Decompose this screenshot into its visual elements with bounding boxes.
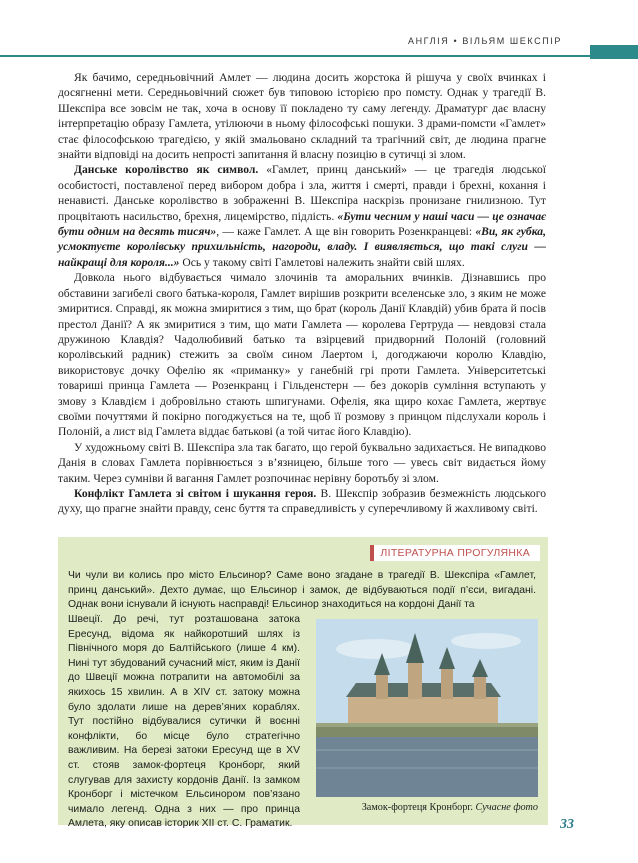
section-heading-conflict: Конфлікт Гамлета зі світом і шукання героя.: [74, 486, 317, 500]
paragraph-1: Як бачимо, середньовічний Амлет — людина досить жорстока й рішуча у своїх вчинках і досягненні мети. Середньовічний сюжет був типовою історією про помсту. Однак у трагедії В. Шекспіра все зовсім не так, хоча в основу її покладено ту саму легенду. Драматург дає власну інтерпретацію образу Гамлета, утілюючи в ньому філософські пошуки. З драми-помсти «Гамлет» стає філософською трагедією, у якій змальовано складний та трагічний світ, де людина прагне знайти відповіді на досить непрості запитання й власну позицію в сутичці зі злом.: [58, 71, 546, 162]
main-text: [58, 70, 546, 517]
header-rule: [0, 55, 590, 57]
panel-continued-text: Швеції. До речі, тут розташована затока Ересунд, відома як найкоротший шлях із Північного моря до Балтійського (лише 4 км). Нині тут збудований сучасний міст, яким із Данії до Швеції можна потрапити на автомобілі за якихось 15 хвилин. А в XIV ст. затоку можна було здолати лише на дерев’яних кораблях. Тут постійно відбувалися сутички й воєнні конфлікти, бо місце було стратегічно важливим. На березі затоки Ересунд ще в XV ст. стояв замок-фортеця Кронборг, який слугував для захисту кордонів Данії. Із замком Кронборг і містечком Ельсинором пов’язано чимало легенд. Одна з них — про принца Амлета, яку описав історик XII ст. С. Граматик.: [68, 614, 300, 830]
paragraph-4: У художньому світі В. Шекспіра зла так багато, що герой буквально задихається. Не випадково Данія в словах Гамлета порівнюється з в’язницею, більше того — увесь світ видається йому таким. Через сумніви й вагання Гамлет розпочинає нерівну боротьбу зі злом.: [58, 440, 546, 485]
caption-italic: Сучасне фото: [475, 802, 538, 813]
kronborg-castle-photo: [316, 619, 538, 797]
literary-walk-tag: [370, 545, 540, 561]
paragraph-5: Конфлікт Гамлета зі світом і шукання героя. В. Шекспір зобразив безмежність людського духу, що прагне знайти правду, сенс буття та справедливість у суперечливому й жахливому світі.: [58, 486, 546, 516]
paragraph-3: Довкола нього відбувається чимало злочинів та аморальних вчинків. Дізнавшись про обставини загибелі свого батька-короля, Гамлет вирішив розкрити вселенське зло, з яким не може змиритися. Справді, як можна змиритися з тим, що брат (король Данії Клавдій) убив брата й посів престол Данії? А як змиритися з тим, що мати Гамлета — королева Гертруда — невдовзі стала дружиною Клавдія? Чадолюбивий батько та взірцевий придворний Полоній (головний королівський радник) стежить за своїм сином Лаертом і, догоджаючи королю Клавдію, використовує дочку Офелію як «приманку» у ганебній грі проти Гамлета. Університетські товариші принца Гамлета — Розенкранц і Гільденстерн — без докорів сумління вступають у змову з Клавдієм і добровільно стають шпигунами. Офелія, яка щиро кохає Гамлета, жертвує своїми почуттями й покірно погоджується на те, щоб її розмову з принцом підслухали король і Полоній, а лист від Гамлета віддає батькові (а той читає його Клавдію).: [58, 271, 546, 439]
caption-main: Замок-фортеця Кронборг.: [361, 802, 473, 813]
header-accent-bar: [590, 45, 638, 59]
castle-illustration: [316, 619, 538, 797]
section-heading-danish-kingdom: Данське королівство як символ.: [74, 163, 259, 177]
hamlet-quote: «Бути чесним у наші часи — це означає бути одним на десять тисяч»: [58, 209, 546, 239]
panel-intro-text: Чи чули ви колись про місто Ельсинор? Саме воно згадане в трагедії В. Шекспіра «Гамлет, принц данський». Дехто думає, що Ельсинор і замок, де відбуваються події п’єси, вигадані. Однак вони існували й існують насправді! Ельсинор знаходиться на кордоні Данії та: [68, 570, 536, 611]
paragraph-2: Данське королівство як символ. «Гамлет, принц данський» — це трагедія людської особистості, поставленої перед вибором добра і зла, життя і смерті, правди і брехні, кохання і ненависті. Данське королівство в зображенні В. Шекспіра наскрізь пронизане гнилизною. Тут процвітають насильство, брехня, лицемірство, підлість. «Бути чесним у наші часи — це означає бути одним на десять тисяч», — каже Гамлет. А ще він говорить Розенкранцеві: «Ви, як губка, усмоктуєте королівську прихильність, нагороди, владу. І виявляється, що такі слуги — найкращі для короля...» Ось у такому світі Гамлетові належить знайти свій шлях.: [58, 163, 546, 269]
photo-caption: [316, 802, 538, 813]
running-title: АНГЛІЯ • ВІЛЬЯМ ШЕКСПІР: [407, 36, 562, 46]
literary-walk-label: ЛІТЕРАТУРНА ПРОГУЛЯНКА: [374, 545, 540, 561]
literary-walk-panel: [58, 537, 548, 830]
page-number: 33: [560, 817, 574, 832]
rosencrantz-quote: «Ви, як губка, усмоктуєте королівську прихильність, нагороди, владу. І виявляється, що такі слуги — найкращі для короля...»: [58, 225, 546, 269]
